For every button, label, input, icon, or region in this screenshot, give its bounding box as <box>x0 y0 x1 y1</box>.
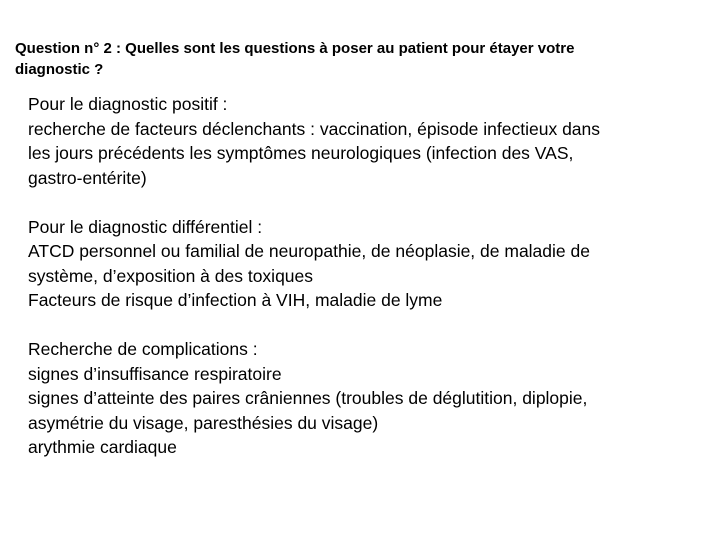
section-heading: Recherche de complications : <box>28 339 258 359</box>
section-diagnostic-positif <box>28 92 708 190</box>
section-complications <box>28 337 708 460</box>
section-diagnostic-differentiel <box>28 215 708 313</box>
section-line: gastro-entérite) <box>28 167 147 188</box>
section-line: système, d’exposition à des toxiques <box>28 265 314 286</box>
section-line: Facteurs de risque d’infection à VIH, maladie de lyme <box>28 290 443 310</box>
section-line: signes d’insuffisance respiratoire <box>28 363 282 384</box>
question-line: Question n° 2 : Quelles sont les questions à poser au patient pour étayer votre <box>15 40 575 57</box>
section-line: asymétrie du visage, paresthésies du visage) <box>28 412 379 433</box>
section-line: ATCD personnel ou familial de neuropathie, de néoplasie, de maladie de <box>28 241 590 261</box>
question-line: diagnostic ? <box>15 61 104 78</box>
section-line: arythmie cardiaque <box>28 437 177 457</box>
section-heading: Pour le diagnostic positif : <box>28 94 228 114</box>
answer-content <box>28 92 708 484</box>
section-line: signes d’atteinte des paires crâniennes (troubles de déglutition, diplopie, <box>28 388 588 408</box>
section-heading: Pour le diagnostic différentiel : <box>28 216 263 237</box>
section-line: les jours précédents les symptômes neurologiques (infection des VAS, <box>28 143 574 163</box>
question-heading <box>15 38 705 80</box>
section-line: recherche de facteurs déclenchants : vaccination, épisode infectieux dans <box>28 118 601 139</box>
